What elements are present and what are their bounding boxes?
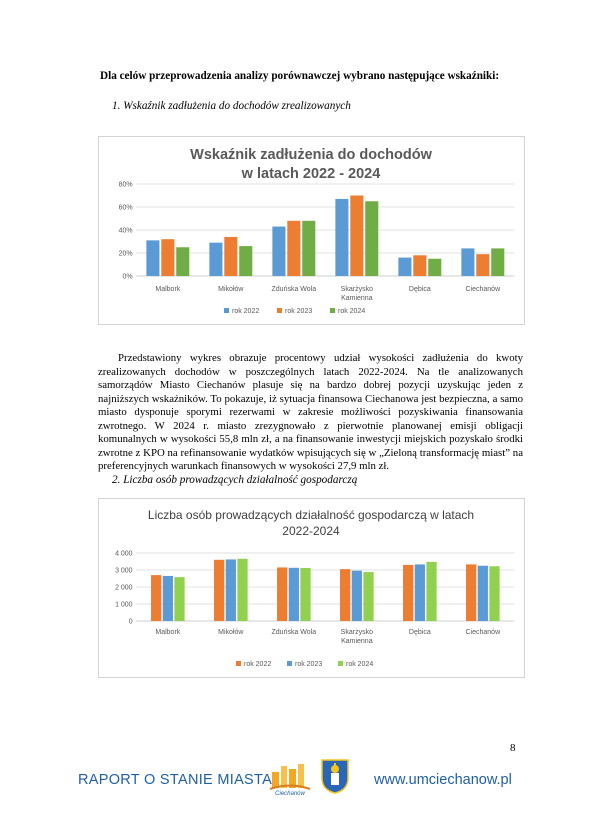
y-tick-label: 0%: [122, 273, 133, 281]
city-logo-text: Ciechanów: [275, 791, 305, 796]
bar: [340, 569, 350, 621]
x-tick-label: Kamienna: [341, 638, 373, 645]
bar: [413, 255, 426, 276]
y-tick-label: 2 000: [115, 584, 133, 592]
footer-report-title: RAPORT O STANIE MIASTA: [78, 772, 273, 788]
y-tick-label: 60%: [118, 204, 133, 212]
bar: [350, 196, 363, 277]
bar: [426, 562, 436, 621]
y-tick-label: 80%: [118, 181, 133, 189]
intro-text: Dla celów przeprowadzenia analizy porównawczej wybrano następujące wskaźniki:: [100, 70, 500, 82]
bar: [363, 572, 373, 621]
bar: [174, 577, 184, 621]
bar: [146, 240, 159, 276]
bar: [151, 575, 161, 621]
y-tick-label: 1 000: [115, 601, 133, 609]
bar: [302, 221, 315, 276]
y-tick-label: 4 000: [115, 550, 133, 558]
legend-label: rok 2022: [232, 308, 260, 315]
bar: [415, 564, 425, 621]
y-tick-label: 40%: [118, 227, 133, 235]
footer-website: www.umciechanow.pl: [374, 772, 512, 788]
y-tick-label: 0: [128, 618, 133, 626]
bar: [224, 237, 237, 276]
bar: [161, 239, 174, 276]
x-tick-label: Malbork: [155, 286, 181, 293]
bar: [214, 560, 224, 621]
y-tick-label: 3 000: [115, 567, 133, 575]
y-tick-label: 20%: [118, 250, 133, 258]
body-paragraph: Przedstawiony wykres obrazuje procentowy udział wysokości zadłużenia do kwoty zrealizowanych dochodów w poszczególnych latach 2022-2024. Na tle analizowanych samorządów Miasto Ciechanów plasuje się na bardzo dobrej pozycji uzyskując jeden z najniższych wskaźników. To pokazuje, iż sytuacja finansowa Ciechanowa jest bezpieczna, a samo miasto dysponuje sporymi rezerwami w zakresie możliwości pozyskiwania finansowania zwrotnego. W 2024 r. miasto zrezygnowało z pierwotnie planowanej emisji obligacji komunalnych w wysokości 55,8 mln zł, a na finansowanie inwestycji miejskich pozyskało środki zwrotne z KPO na refinansowanie wydatków wpisujących się w „Zieloną transformację miast” na preferencyjnych warunkach finansowych w wysokości 27,9 mln zł.: [98, 352, 523, 472]
chart-title-line: Liczba osób prowadzących działalność gospodarczą w latach: [147, 508, 475, 522]
bar: [466, 564, 476, 621]
bar: [478, 566, 488, 621]
chart-debt-ratio-svg: [99, 137, 524, 324]
bar: [398, 258, 411, 276]
section-1-heading: 1. Wskaźnik zadłużenia do dochodów zrealizowanych: [112, 100, 351, 112]
legend-label: rok 2024: [338, 308, 366, 315]
city-logo-icon: [268, 758, 312, 796]
bar: [226, 559, 236, 621]
legend-label: rok 2023: [285, 308, 313, 315]
bar: [163, 576, 173, 621]
x-tick-label: Dębica: [408, 286, 431, 293]
x-tick-label: Ciechanów: [465, 629, 501, 636]
bar: [428, 259, 441, 276]
bar: [491, 248, 504, 276]
legend-label: rok 2023: [295, 661, 323, 668]
bar: [335, 199, 348, 276]
bar: [287, 221, 300, 276]
bar: [272, 227, 285, 276]
legend-swatch: [330, 308, 335, 313]
x-tick-label: Zduńska Wola: [271, 629, 317, 636]
bar: [277, 567, 287, 621]
bar: [461, 248, 474, 276]
legend-label: rok 2022: [244, 661, 272, 668]
chart-businesses: [98, 498, 525, 678]
x-tick-label: Malbork: [155, 629, 181, 636]
x-tick-label: Zduńska Wola: [271, 286, 317, 293]
bar: [352, 571, 362, 621]
bar: [476, 254, 489, 276]
bar: [289, 568, 299, 621]
bar: [489, 566, 499, 621]
bar: [176, 247, 189, 276]
x-tick-label: Skarżysko: [340, 286, 373, 293]
bar: [300, 568, 310, 621]
legend-swatch: [287, 661, 292, 666]
x-tick-label: Mikołów: [218, 629, 244, 636]
bar: [237, 559, 247, 621]
legend-swatch: [236, 661, 241, 666]
chart-title-line: 2022-2024: [282, 524, 340, 538]
chart-title-line: Wskaźnik zadłużenia do dochodów: [190, 147, 432, 163]
city-coat-of-arms-icon: [320, 758, 350, 794]
bar: [209, 243, 222, 276]
x-tick-label: Mikołów: [218, 286, 244, 293]
x-tick-label: Kamienna: [341, 295, 373, 302]
bar: [365, 201, 378, 276]
x-tick-label: Skarżysko: [340, 629, 373, 636]
section-2-heading: 2. Liczba osób prowadzących działalność gospodarczą: [112, 474, 358, 486]
chart-title-line: w latach 2022 - 2024: [241, 166, 381, 182]
x-tick-label: Dębica: [408, 629, 431, 636]
legend-swatch: [338, 661, 343, 666]
bar: [239, 246, 252, 276]
chart-debt-ratio: [98, 136, 525, 325]
legend-swatch: [224, 308, 229, 313]
chart-businesses-svg: [99, 499, 524, 677]
page-number: 8: [510, 742, 516, 754]
x-tick-label: Ciechanów: [465, 286, 501, 293]
bar: [403, 565, 413, 621]
legend-swatch: [277, 308, 282, 313]
legend-label: rok 2024: [346, 661, 374, 668]
